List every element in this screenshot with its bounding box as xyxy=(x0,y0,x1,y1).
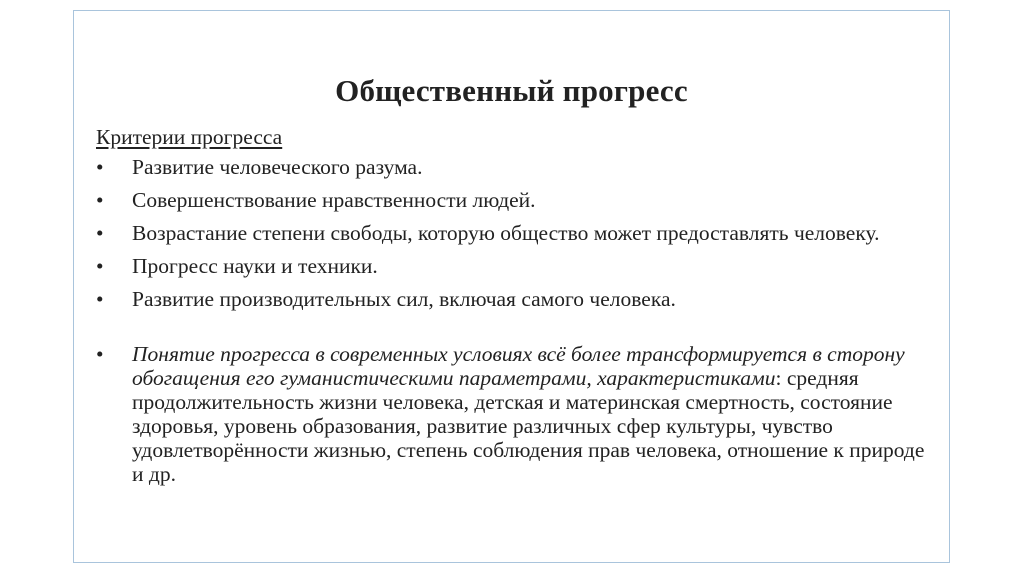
slide-content xyxy=(96,125,926,495)
slide-title: Общественный прогресс xyxy=(335,73,688,108)
concept-italic-text: Понятие прогресса в современных условиях всё более трансформируется в сторону обогащения его гуманистическими параметрами, характеристиками xyxy=(132,342,905,390)
list-item xyxy=(96,155,926,179)
list-item xyxy=(96,287,926,311)
bullet-icon: • xyxy=(96,254,104,278)
list-item xyxy=(96,221,926,245)
bullet-icon: • xyxy=(96,188,104,212)
criteria-heading: Критерии прогресса xyxy=(96,125,283,149)
concept-paragraph xyxy=(96,342,926,486)
criteria-list xyxy=(96,155,926,486)
criterion-text: Прогресс науки и техники. xyxy=(132,254,378,278)
bullet-icon: • xyxy=(96,155,104,179)
list-item xyxy=(96,254,926,278)
bullet-icon: • xyxy=(96,342,104,366)
slide-frame xyxy=(73,10,950,563)
list-item xyxy=(96,188,926,212)
criterion-text: Развитие человеческого разума. xyxy=(132,155,423,179)
concept-regular-text: : средняя продолжительность жизни человека, детская и материнская смертность, состояние здоровья, уровень образования, развитие различных сфер культуры, чувство удовлетворённости жизнью, степень соблюдения прав человека, отношение к природе и др. xyxy=(132,366,925,486)
criterion-text: Совершенствование нравственности людей. xyxy=(132,188,536,212)
bullet-icon: • xyxy=(96,287,104,311)
criterion-text: Развитие производительных сил, включая самого человека. xyxy=(132,287,676,311)
criterion-text: Возрастание степени свободы, которую общество может предоставлять человеку. xyxy=(132,221,880,245)
bullet-icon: • xyxy=(96,221,104,245)
